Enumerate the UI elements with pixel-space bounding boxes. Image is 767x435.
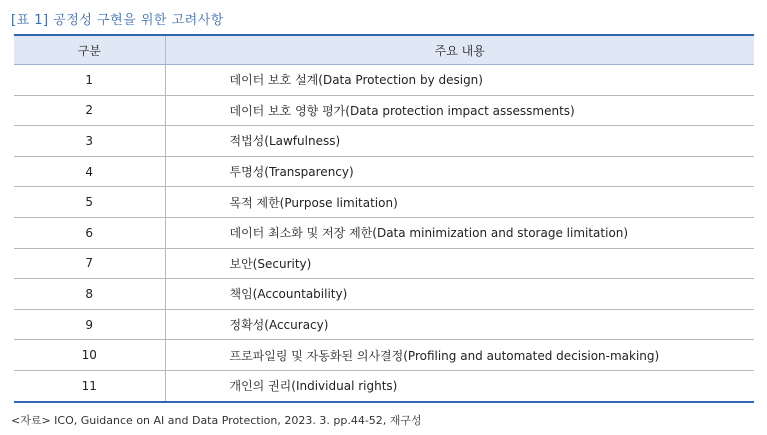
row-number: 9 <box>14 309 165 340</box>
row-description: 보안(Security) <box>165 248 754 279</box>
row-number: 2 <box>14 95 165 126</box>
row-number: 10 <box>14 340 165 371</box>
row-description: 책임(Accountability) <box>165 279 754 310</box>
table-row <box>14 217 754 248</box>
row-number: 8 <box>14 279 165 310</box>
row-description: 적법성(Lawfulness) <box>165 126 754 157</box>
table-row <box>14 156 754 187</box>
row-number: 6 <box>14 217 165 248</box>
header-main-content: 주요 내용 <box>165 35 754 65</box>
row-description: 투명성(Transparency) <box>165 156 754 187</box>
row-description: 데이터 최소화 및 저장 제한(Data minimization and storage limitation) <box>165 217 754 248</box>
row-description: 정확성(Accuracy) <box>165 309 754 340</box>
table-body <box>14 65 754 402</box>
row-description: 개인의 권리(Individual rights) <box>229 379 398 394</box>
table-row <box>14 309 754 340</box>
row-description: 데이터 보호 설계(Data Protection by design) <box>165 65 754 96</box>
row-number: 4 <box>14 156 165 187</box>
row-number: 1 <box>14 65 165 96</box>
row-number: 11 <box>14 370 165 401</box>
table-row <box>14 187 754 218</box>
table-row <box>14 340 754 371</box>
row-description: 목적 제한(Purpose limitation) <box>165 187 754 218</box>
source-note: <자료> ICO, Guidance on AI and Data Protection, 2023. 3. pp.44-52, 재구성 <box>11 414 422 427</box>
row-number: 3 <box>14 126 165 157</box>
table-row <box>14 126 754 157</box>
table-header-row <box>14 35 754 65</box>
table-row <box>14 370 754 401</box>
row-number: 5 <box>14 187 165 218</box>
table-row <box>14 65 754 96</box>
header-category: 구분 <box>14 35 165 65</box>
table-caption: [표 1] 공정성 구현을 위한 고려사항 <box>11 13 224 28</box>
row-number: 7 <box>14 248 165 279</box>
table-row <box>14 248 754 279</box>
row-description: 프로파일링 및 자동화된 의사결정(Profiling and automated decision-making) <box>165 340 754 371</box>
table-row <box>14 279 754 310</box>
considerations-table <box>14 34 754 403</box>
table-row <box>14 95 754 126</box>
row-description: 데이터 보호 영향 평가(Data protection impact assessments) <box>165 95 754 126</box>
